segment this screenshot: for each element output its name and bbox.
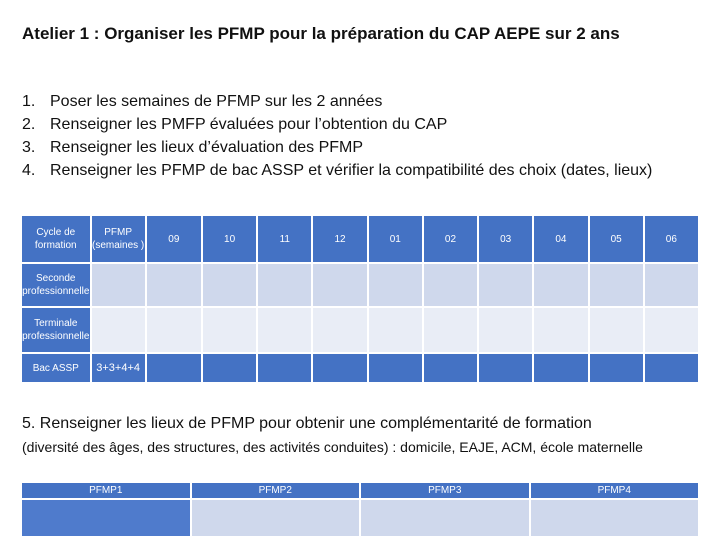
step-item bbox=[22, 136, 702, 159]
pfmp-calendar-table bbox=[20, 214, 700, 384]
section5-body: (diversité des âges, des structures, des activités conduites) : domicile, EAJE, ACM, école maternelle bbox=[22, 439, 643, 455]
lieu-cell[interactable] bbox=[21, 499, 191, 537]
table-cell bbox=[644, 353, 699, 383]
table-cell bbox=[423, 353, 478, 383]
table-cell[interactable] bbox=[478, 263, 533, 307]
header-month: 11 bbox=[257, 215, 312, 263]
table-cell bbox=[478, 353, 533, 383]
header-pfmp4: PFMP4 bbox=[530, 482, 700, 499]
table-cell[interactable] bbox=[202, 263, 257, 307]
header-month: 02 bbox=[423, 215, 478, 263]
table-cell[interactable] bbox=[312, 307, 367, 353]
step-text: Poser les semaines de PFMP sur les 2 années bbox=[50, 93, 383, 110]
header-month: 01 bbox=[368, 215, 423, 263]
step-number: 3. bbox=[22, 139, 36, 156]
table-cell[interactable] bbox=[368, 307, 423, 353]
header-pfmp1: PFMP1 bbox=[21, 482, 191, 499]
table-cell[interactable] bbox=[368, 263, 423, 307]
step-text: Renseigner les PMFP évaluées pour l’obtention du CAP bbox=[50, 116, 448, 133]
header-month: 04 bbox=[533, 215, 588, 263]
step-number: 2. bbox=[22, 116, 36, 133]
table-cell[interactable] bbox=[257, 307, 312, 353]
table-cell[interactable] bbox=[644, 307, 699, 353]
table-cell[interactable] bbox=[533, 307, 588, 353]
table-cell[interactable] bbox=[589, 263, 644, 307]
table-cell[interactable] bbox=[644, 263, 699, 307]
row-label-seconde: Seconde professionnelle bbox=[21, 263, 91, 307]
table-cell[interactable] bbox=[91, 263, 146, 307]
step-item bbox=[22, 159, 702, 182]
step-text: Renseigner les PFMP de bac ASSP et vérifier la compatibilité des choix (dates, lieux) bbox=[50, 162, 653, 179]
header-month: 12 bbox=[312, 215, 367, 263]
step-number: 1. bbox=[22, 93, 36, 110]
table-cell[interactable] bbox=[589, 307, 644, 353]
header-month: 03 bbox=[478, 215, 533, 263]
table-cell[interactable] bbox=[478, 307, 533, 353]
table-cell[interactable] bbox=[202, 307, 257, 353]
header-month: 09 bbox=[146, 215, 202, 263]
section5-title: 5. Renseigner les lieux de PFMP pour obtenir une complémentarité de formation bbox=[22, 415, 592, 432]
table-cell[interactable] bbox=[312, 263, 367, 307]
table-cell[interactable] bbox=[91, 307, 146, 353]
bac-assp-pfmp-weeks: 3+3+4+4 bbox=[91, 353, 146, 383]
header-pfmp-semaines: PFMP (semaines ) bbox=[91, 215, 146, 263]
table-cell[interactable] bbox=[257, 263, 312, 307]
step-item bbox=[22, 90, 702, 113]
header-month: 10 bbox=[202, 215, 257, 263]
header-month: 05 bbox=[589, 215, 644, 263]
table-cell bbox=[589, 353, 644, 383]
table-cell bbox=[257, 353, 312, 383]
table-cell[interactable] bbox=[423, 263, 478, 307]
header-pfmp3: PFMP3 bbox=[360, 482, 530, 499]
row-label-terminale: Terminale professionnelle bbox=[21, 307, 91, 353]
steps-list bbox=[22, 90, 702, 182]
table-cell bbox=[368, 353, 423, 383]
table-cell bbox=[312, 353, 367, 383]
header-month: 06 bbox=[644, 215, 699, 263]
table-cell[interactable] bbox=[146, 263, 202, 307]
pfmp-lieux-table bbox=[20, 481, 700, 538]
table-cell[interactable] bbox=[533, 263, 588, 307]
header-pfmp2: PFMP2 bbox=[191, 482, 361, 499]
table-cell[interactable] bbox=[423, 307, 478, 353]
step-text: Renseigner les lieux d’évaluation des PFMP bbox=[50, 139, 364, 156]
lieu-cell[interactable] bbox=[191, 499, 361, 537]
lieu-cell[interactable] bbox=[530, 499, 700, 537]
table-cell bbox=[533, 353, 588, 383]
table-cell bbox=[146, 353, 202, 383]
page-title: Atelier 1 : Organiser les PFMP pour la préparation du CAP AEPE sur 2 ans bbox=[22, 24, 620, 43]
header-cycle-de-formation: Cycle de formation bbox=[21, 215, 91, 263]
row-label-bac-assp: Bac ASSP bbox=[21, 353, 91, 383]
step-item bbox=[22, 113, 702, 136]
table-cell bbox=[202, 353, 257, 383]
lieu-cell[interactable] bbox=[360, 499, 530, 537]
step-number: 4. bbox=[22, 162, 36, 179]
table-cell[interactable] bbox=[146, 307, 202, 353]
